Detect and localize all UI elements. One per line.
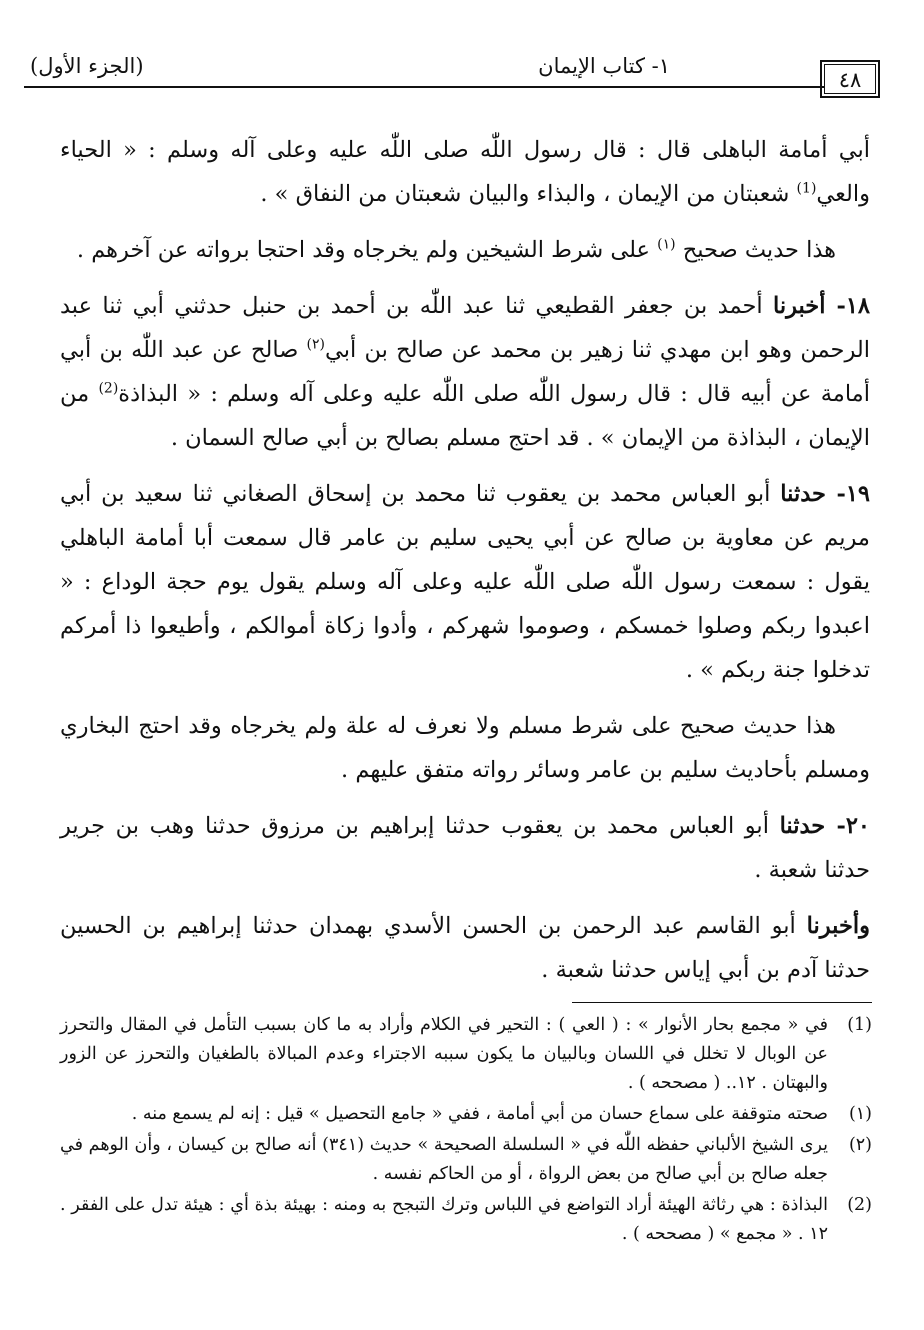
text-run: أبي أمامة الباهلى قال : قال رسول اللّٰه صلى اللّٰه عليه وعلى آله وسلم : « الحياء والعي — [60, 137, 870, 207]
hadith-number: ١٨- — [825, 293, 870, 319]
footnote-marker: (١) — [657, 236, 676, 253]
text-run: صالح عن عبد اللّٰه بن أبي أمامة عن أبيه قال : قال رسول اللّٰه صلى اللّٰه عليه وعلى آله وسلم : « البذاذة — [60, 337, 870, 407]
text-run: هذا حديث صحيح على شرط مسلم ولا نعرف له علة ولم يخرجاه وقد احتج البخاري ومسلم بأحاديث سليم بن عامر وسائر رواته متفق عليهم . — [60, 713, 870, 783]
footnotes — [60, 1002, 872, 1251]
paragraph-continuation — [60, 128, 870, 216]
volume-label: (الجزء الأول) — [30, 54, 144, 78]
hadith-lead-word: وأخبرنا — [806, 913, 870, 939]
hadith-19 — [60, 472, 870, 692]
footnote-text: يرى الشيخ الألباني حفظه اللّٰه في « السلسلة الصحيحة » حديث (٣٤١) أنه صالح بن كيسان ، وأن الوهم في جعله صالح بن أبي صالح من بعض الرواة ، أو من الحاكم نفسه . — [60, 1135, 828, 1184]
text-run: أبو العباس محمد بن يعقوب حدثنا إبراهيم بن مرزوق حدثنا وهب بن جرير حدثنا شعبة . — [60, 813, 870, 883]
footnote — [60, 1100, 872, 1129]
text-run: هذا حديث صحيح — [675, 237, 836, 263]
footnote-text: صحته متوقفة على سماع حسان من أبي أمامة ، ففي « جامع التحصيل » قيل : إنه لم يسمع منه . — [131, 1104, 828, 1124]
paragraph-grading — [60, 704, 870, 792]
hadith-18 — [60, 284, 870, 460]
footnote-marker: (٢) — [306, 336, 325, 353]
footnote-mark: (2) — [847, 1195, 872, 1215]
text-run: من الإيمان ، البذاذة من الإيمان » . قد احتج مسلم بصالح بن أبي صالح السمان . — [60, 381, 870, 451]
text-run: أبو القاسم عبد الرحمن بن الحسن الأسدي بهمدان حدثنا إبراهيم بن الحسين حدثنا آدم بن أبي إياس حدثنا شعبة . — [60, 913, 870, 983]
footnote-mark: (١) — [848, 1104, 872, 1124]
text-run: شعبتان من الإيمان ، والبذاء والبيان شعبتان من النفاق » . — [260, 181, 797, 207]
running-title: ١- كتاب الإيمان — [538, 54, 670, 78]
text-run: على شرط الشيخين ولم يخرجاه وقد احتجا برواته عن آخرهم . — [76, 237, 658, 263]
header-rule — [24, 86, 824, 88]
hadith-20-second-chain — [60, 904, 870, 992]
paragraph-grading — [60, 228, 870, 272]
footnote-marker: (1) — [796, 180, 817, 197]
text-run: أبو العباس محمد بن يعقوب ثنا محمد بن إسحاق الصغاني ثنا سعيد بن أبي مريم عن معاوية بن صالح عن أبي يحيى سليم بن عامر قال سمعت أبا أمامة الباهلي يقول : سمعت رسول اللّٰه صلى اللّٰه عليه وعلى آله وسلم يقول يوم حجة الوداع : « اعبدوا ربكم وصلوا خمسكم ، وصوموا شهركم ، وأدوا زكاة أموالكم ، وأطيعوا ذا أمركم تدخلوا جنة ربكم » . — [60, 481, 870, 683]
hadith-lead-word: حدثنا — [780, 481, 826, 507]
footnote — [60, 1131, 872, 1189]
footnote-rule — [572, 1002, 872, 1003]
page-number-box — [820, 60, 880, 98]
footnote-text: البذاذة : هي رثاثة الهيئة أراد التواضع في اللباس وترك التبجح به ومنه : بهيئة بذة أي : هيئة تدل على الفقر . ١٢ . « مجمع » ( مصححه ) . — [60, 1195, 828, 1244]
hadith-20 — [60, 804, 870, 892]
footnote — [60, 1191, 872, 1249]
footnote-text: في « مجمع بحار الأنوار » : ( العي ) : التحير في الكلام وأراد به ما كان بسبب التأمل في المقال والتحرز عن الوبال لا تخلل في اللسان وبالبيان ما يكون سببه الاجتراء وعدم المبالاة بالطغيان والتحرز عن الزور والبهتان . ١٢.. ( مصححه ) . — [60, 1015, 828, 1093]
hadith-lead-word: أخبرنا — [772, 293, 826, 319]
hadith-lead-word: حدثنا — [779, 813, 826, 839]
page-header — [24, 48, 880, 98]
footnote-marker: (2) — [98, 380, 119, 397]
main-text — [60, 128, 870, 1004]
text-run: أحمد بن جعفر القطيعي ثنا عبد اللّٰه بن أحمد بن حنبل حدثني أبي ثنا عبد الرحمن وهو ابن مهدي ثنا زهير بن محمد عن صالح بن أبي — [60, 293, 870, 363]
hadith-number: ٢٠- — [825, 813, 871, 839]
footnote — [60, 1011, 872, 1098]
hadith-number: ١٩- — [825, 481, 870, 507]
footnote-mark: (٢) — [848, 1135, 872, 1155]
footnote-mark: (1) — [847, 1015, 872, 1035]
page-number: ٤٨ — [838, 68, 862, 92]
